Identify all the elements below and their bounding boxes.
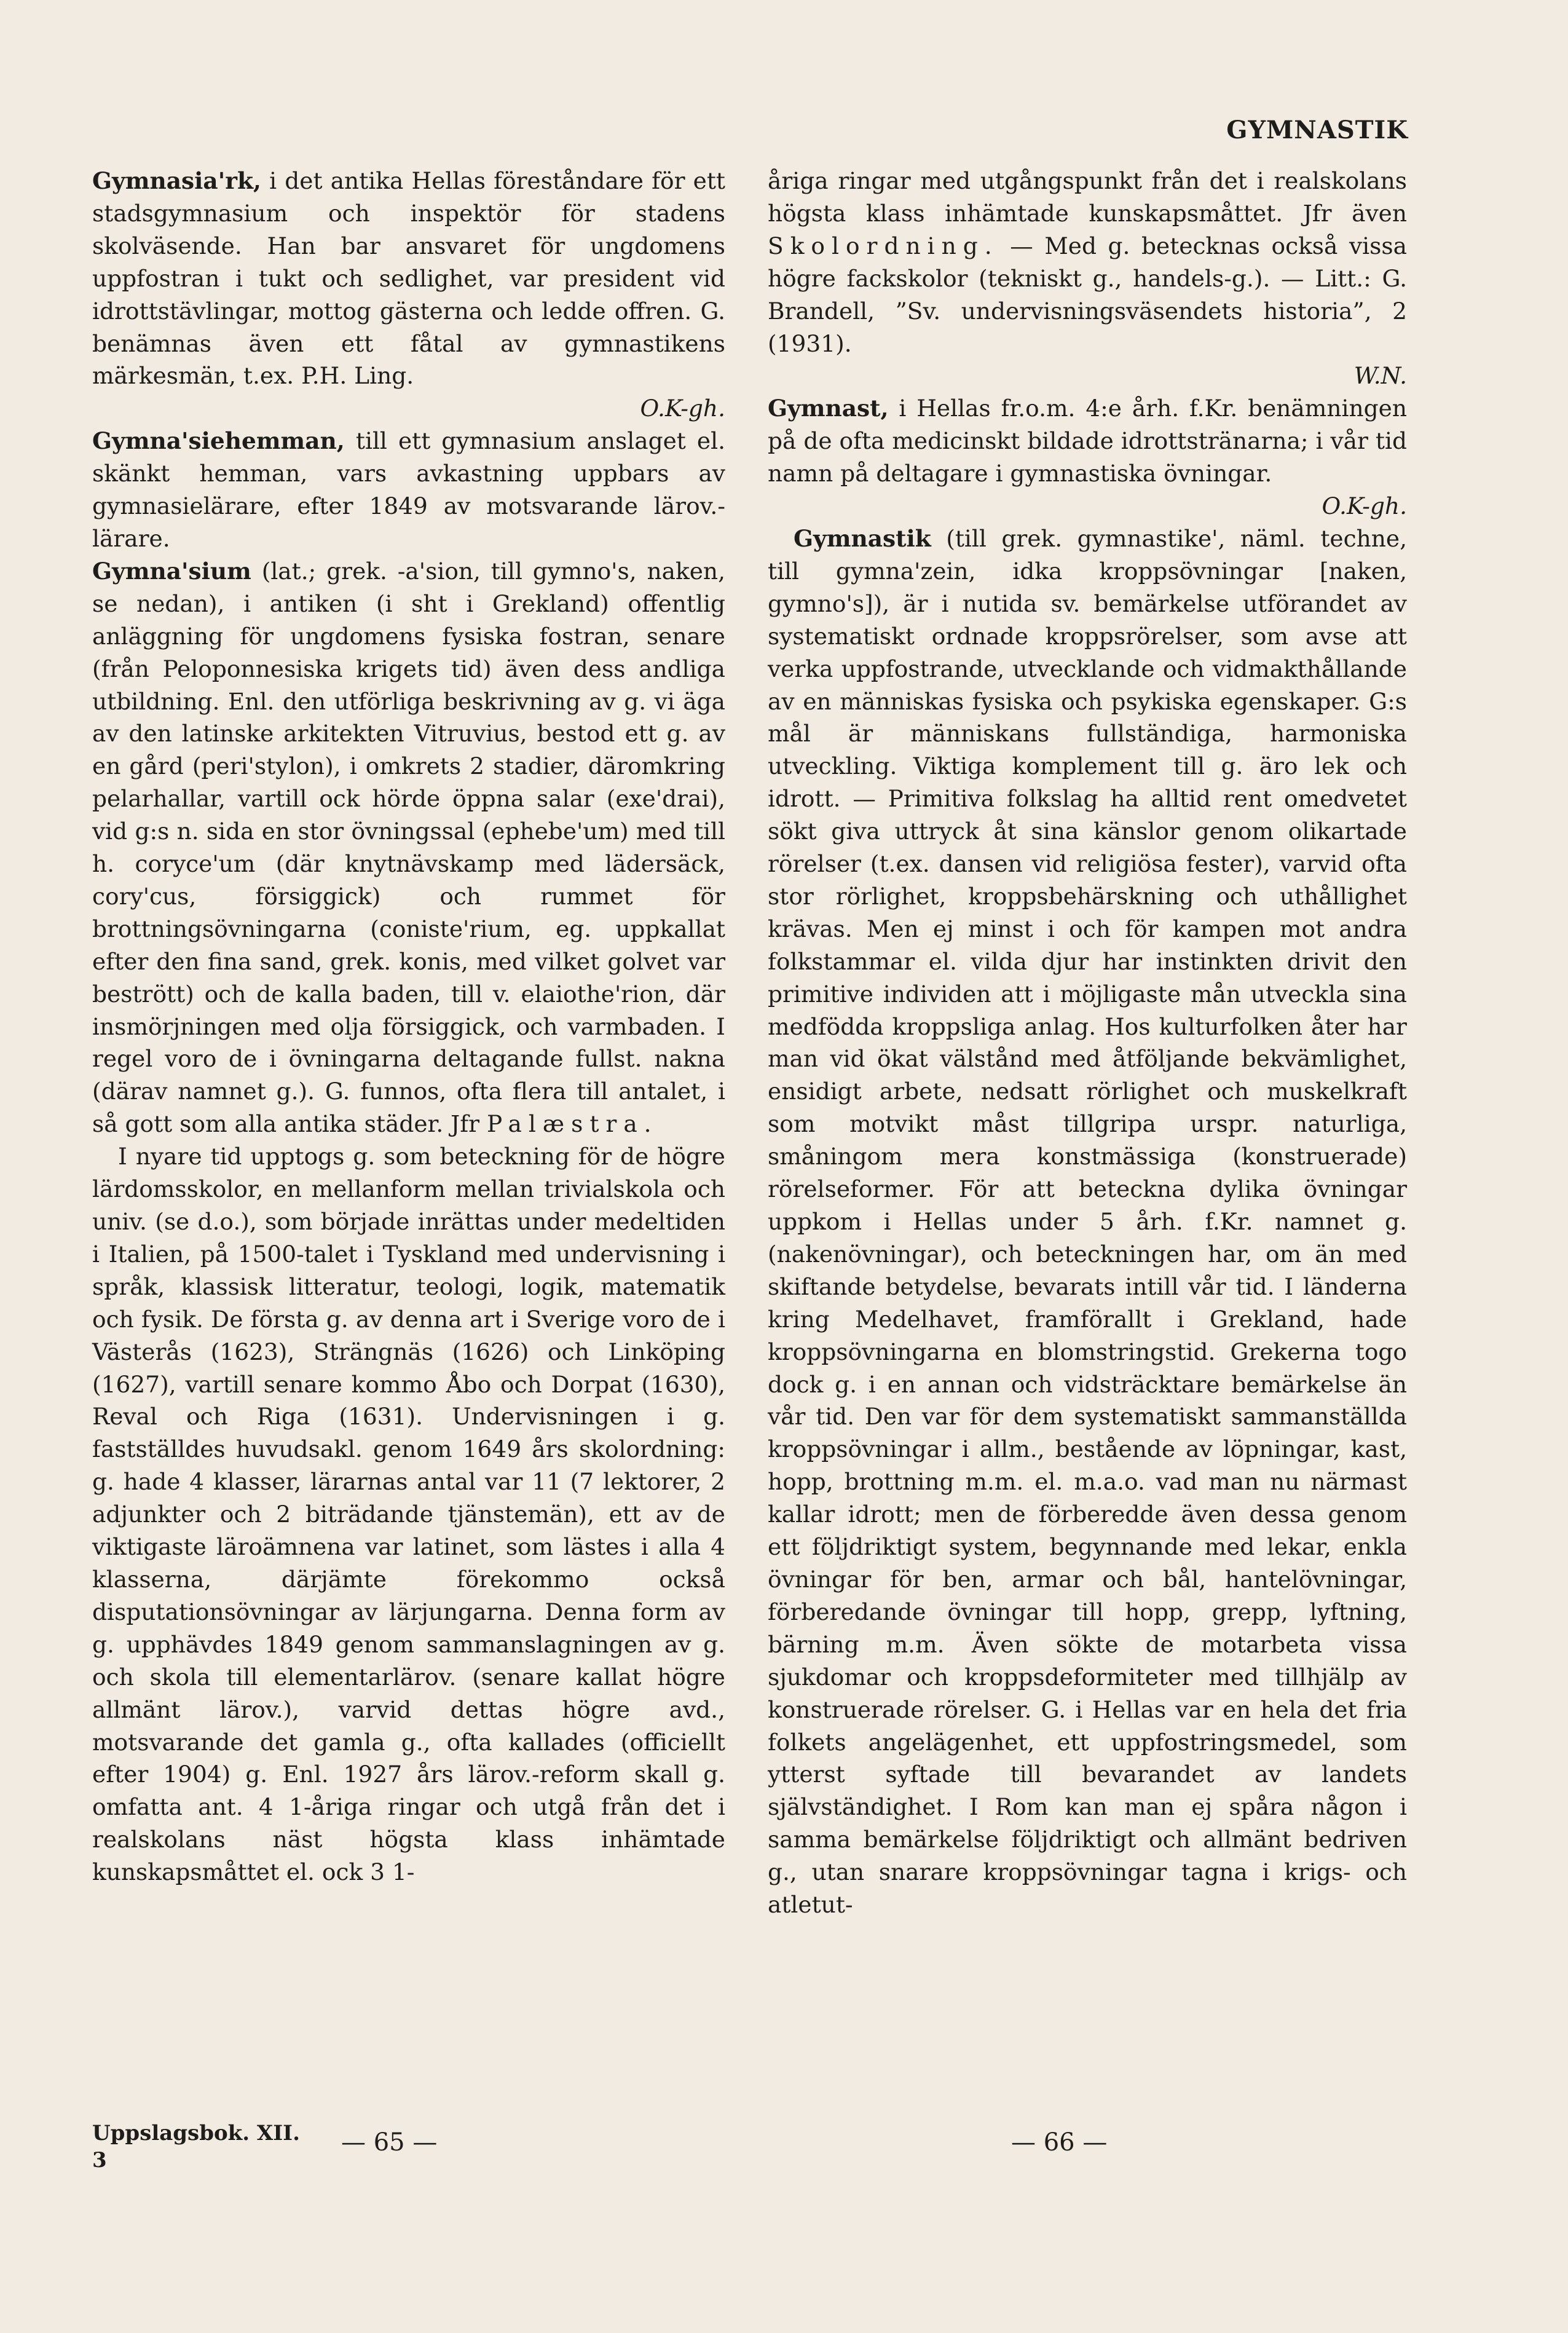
running-title: GYMNASTIK — [1226, 116, 1408, 144]
entry-text: I nyare tid upptogs g. som beteckning för de högre lärdomsskolor, en mellanform mellan trivialskola och univ. (se d.o.), som började inrättas under medeltiden i Italien, på 1500-talet i Tyskland med undervisning i språk, klassisk litteratur, teologi, logik, matematik och fysik. De första g. av denna art i Sverige voro de i Västerås (1623), Strängnäs (1626) och Linköping (1627), vartill senare kommo Åbo och Dorpat (1630), Reval och Riga (1631). Undervisningen i g. fastställdes huvudsakl. genom 1649 års skolordning: g. hade 4 klasser, lärarnas antal var 11 (7 lektorer, 2 adjunkter och 2 biträdande tjänstemän), ett av de viktigaste läroämnena var latinet, som lästes i alla 4 klasserna, därjämte förekommo också disputationsövningar av lärjungarna. Denna form av g. upphävdes 1849 genom sammanslagningen av g. och skola till elementarlärov. (senare kallat högre allmänt lärov.), varvid dettas högre avd., motsvarande det gamla g., ofta kallades (officiellt efter 1904) g. Enl. 1927 års lärov.-reform skall g. omfatta ant. 4 1-åriga ringar och utgå från det i realskolans näst högsta klass inhämtade kunskapsmåttet el. ock 3 1- — [92, 1143, 725, 1886]
signature-mark: 3 — [92, 2148, 107, 2173]
entry-text: i det antika Hellas föreståndare för ett stadsgymnasium och inspektör för stadens skolväsende. Han bar ansvaret för ungdomens uppfostran i tukt och sedlighet, var president vid idrottstävlingar, mottog gästerna och ledde offren. G. benämnas även ett fåtal av gymnastikens märkesmän, t.ex. P.H. Ling. — [92, 167, 726, 390]
right-column — [768, 165, 1407, 1921]
headword-gymnasiehemman: Gymna'siehemman, — [92, 427, 345, 455]
page-number-left: — 65 — — [341, 2128, 438, 2157]
entry-gymnast — [768, 392, 1407, 523]
left-column — [92, 165, 725, 1889]
headword-gymnast: Gymnast, — [768, 395, 889, 422]
entry-text: åriga ringar med utgångspunkt från det i realskolans högsta klass inhämtade kunskapsmåttet. Jfr även — [768, 167, 1407, 227]
footer-volume — [92, 2120, 300, 2174]
author-signature: O.K-gh. — [640, 395, 725, 422]
volume-label: Uppslagsbok. XII. — [92, 2121, 300, 2145]
entry-gymnasiark — [92, 165, 725, 425]
entry-gymnasium-continued — [92, 1140, 725, 1889]
entry-text: till ett gymnasium anslaget el. skänkt hemman, vars avkastning uppbars av gymnasielärare, efter 1849 av motsvarande lärov.-lärare. — [92, 427, 725, 552]
entry-gymnasium — [92, 555, 725, 1140]
entry-gymnasiehemman — [92, 425, 725, 555]
page-number-right: — 66 — — [1011, 2128, 1108, 2157]
entry-gymnastik — [768, 523, 1407, 1921]
cross-reference: Skolordning. — [768, 232, 999, 259]
author-signature: W.N. — [1353, 362, 1407, 390]
entry-text: (lat.; grek. -a'sion, till gymno's, naken, se nedan), i antiken (i sht i Grekland) offentlig anläggning för ungdomens fysiska fostran, senare (från Peloponnesiska krigets tid) även dess andliga utbildning. Enl. den utförliga beskrivning av g. vi äga av den latinske arkitekten Vitruvius, bestod ett g. av en gård (peri'stylon), i omkrets 2 stadier, däromkring pelarhallar, vartill ock hörde öppna salar (exe'drai), vid g:s n. sida en stor övningssal (ephebe'um) med till h. coryce'um (där knytnävskamp med lädersäck, cory'cus, försiggick) och rummet för brottningsövningarna (coniste'rium, eg. uppkallat efter den fina sand, grek. konis, med vilket golvet var bestrött) och de kalla baden, till v. elaiothe'rion, där insmörjningen med olja försiggick, och varmbaden. I regel voro de i övningarna deltagande fullst. nakna (därav namnet g.). G. funnos, ofta flera till antalet, i så gott som alla antika städer. Jfr — [92, 557, 725, 1138]
entry-text: — Med g. betecknas också vissa högre fackskolor (tekniskt g., handels-g.). — Litt.: G. Brandell, ”Sv. undervisningsväsendets historia”, 2 (1931). — [768, 232, 1408, 357]
headword-gymnastik: Gymnastik — [794, 524, 931, 552]
entry-gymnasium-continuation — [768, 165, 1407, 392]
headword-gymnasium: Gymna'sium — [92, 557, 251, 585]
author-signature: O.K-gh. — [1322, 492, 1407, 520]
entry-text: (till grek. gymnastike', näml. techne, till gymna'zein, idka kroppsövningar [naken, gymno's]), är i nutida sv. bemärkelse utförandet av systematiskt ordnade kroppsrörelser, som avse att verka uppfostrande, utvecklande och vidmakthållande av en människas fysiska och psykiska egenskaper. G:s mål är människans fullständiga, harmoniska utveckling. Viktiga komplement till g. äro lek och idrott. — Primitiva folkslag ha alltid rent omedvetet sökt giva uttryck åt sina känslor genom olikartade rörelser (t.ex. dansen vid religiösa fester), varvid ofta stor rörlighet, kroppsbehärskning och uthållighet krävas. Men ej minst i och för kampen mot andra folkstammar el. vilda djur har instinkten drivit den primitive individen att i möjligaste mån utveckla sina medfödda kroppsliga anlag. Hos kulturfolken åter har man vid ökat välstånd med åtföljande bekvämlighet, ensidigt arbete, nedsatt rörlighet och muskelkraft som motvikt måst tillgripa urspr. naturliga, småningom mera konstmässiga (konstruerade) rörelseformer. För att beteckna dylika övningar uppkom i Hellas under 5 årh. f.Kr. namnet g. (nakenövningar), och beteckningen har, om än med skiftande betydelse, bevarats intill vår tid. I länderna kring Medelhavet, framförallt i Grekland, hade kroppsövningarna en blomstringstid. Grekerna togo dock g. i en annan och vidsträcktare bemärkelse än vår tid. Den var för dem systematiskt sammanställda kroppsövningar i allm., bestående av löpningar, kast, hopp, brottning m.m. el. m.a.o. vad man nu närmast kallar idrott; men de förberedde även dessa genom ett följdriktigt system, begynnande med lekar, enkla övningar för ben, armar och bål, hantelövningar, förberedande övningar till hopp, grepp, lyftning, bärning m.m. Även sökte de motarbeta vissa sjukdomar och kroppsdeformiteter med tillhjälp av konstruerade rörelser. G. i Hellas var en hela det fria folkets angelägenhet, ett uppfostringsmedel, som ytterst syftade till bevarandet av landets självständighet. I Rom kan man ej spåra någon i samma bemärkelse följdriktigt och allmänt bedriven g., utan snarare kroppsövningar tagna i krigs- och atletut- — [768, 524, 1408, 1919]
entry-text: i Hellas fr.o.m. 4:e årh. f.Kr. benämningen på de ofta medicinskt bildade idrottstränarna; i vår tid namn på deltagare i gymnastiska övningar. — [768, 395, 1407, 488]
headword-gymnasiark: Gymnasia'rk, — [92, 167, 261, 194]
cross-reference: Palæstra. — [486, 1110, 658, 1138]
